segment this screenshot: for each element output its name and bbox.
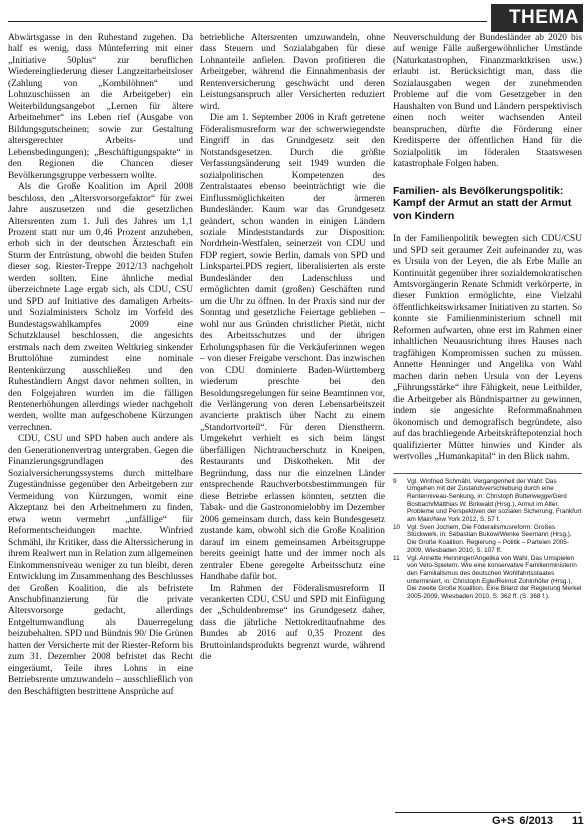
footnote-text: Vgl. Annette Henninger/Angelika von Wahl, Das Umspielen von Veto-Spielern. Wie eine konservative Familienministerin den Familialismus des deutschen Wohlfahrtsstaates unterminiert, in: Christoph Egle/Reimut Zohlnhöfer (Hrsg.), Die zweite Große Koalition. Eine Bilanz der Regierung Merkel 2005-2009, Wiesbaden 2010, S. 362 ff. (S. 368 f.). bbox=[407, 554, 582, 601]
footnote bbox=[393, 555, 582, 601]
footnote-text: Vgl. Winfried Schmähl, Vergangenheit der Wahl: Das Umgehen mit der Zustandsverschiebung durch eine Rentenniveau-Senkung, in: Christoph Butterwegge/Gerd Bosbach/Matthias W. Birkwald (Hrsg.), Armut im Alter. Probleme und Perspektiven der sozialen Sicherung, Frankfurt am Main/New York 2012, S. 57 f. bbox=[407, 477, 582, 524]
footnote bbox=[393, 478, 582, 524]
footnote-number: 11 bbox=[393, 554, 400, 562]
paragraph: Abwärtsgasse in den Ruhestand zugehen. Da half es wenig, dass Münteferring mit einer „Initiative 50plus“ zur beruflichen Wiedereingliederung dieser Langzeitarbeitsloser (Zahlung von „Kombilöhnen“ und Lohnzuschüssen an die Arbeitgeber) ein Weiterbildungsangebot „Lernen für ältere Arbeitnehmer“ ins Leben rief (Ausgabe von Bildungsgutscheinen; sowie zur Gestaltung altersgerechter Arbeits- und Lebensbedingungen); „Beschäftigungspakte“ in den Regionen die Chancen dieser Bevölkerungsgruppe verbessern wollte. bbox=[8, 33, 193, 181]
column-3 bbox=[393, 33, 582, 601]
paragraph: CDU, CSU und SPD haben auch andere als den Generationenvertrag untergraben. Gegen die Finanzierungsgrundlagen des Sozialversicherungssystems durch mittelbare Zugeständnisse gegenüber den Arbeitgebern zur Vermeidung von Kürzungen, womit eine Akzeptanz bei den Arbeitnehmern zu finden, etwa wenn vermehrt „unfällige“ für Reformentscheidungen machte. Winfried Schmähl, ihr Kritiker, dass die Alterssicherung in ihrem Realwert nun in Relation zum allgemeinen Einkommensniveau weniger zu tun bleibt, deren Entwicklung im Zusammenhang des Beschlusses der Großen Koalition, die als befristete Anschubfinanzierung für die private Altersvorsorge gedacht, allerdings Entgeltumwandlung als Dauerregelung beizubehalten. SPD und Bündnis 90/ Die Grünen hatten der Versicherte mit der Riester-Reform bis zum 31. Dezember 2008 befristet das Recht eingeräumt, Teile ihres Lohns in eine Betriebsrente umzuwandeln – ausschließlich von den Beschäftigten bestrittene Ansprüche auf bbox=[8, 434, 194, 697]
paragraph: Die am 1. September 2006 in Kraft getretene Föderalismusreform war der schwerwiegendste Eingriff in das Grundgesetz seit den Notstandsgesetzen. Durch die größte Verfassungsänderung seit 1949 wurden die sozialpolitischen Kompetenzen des Zentralstaates ebenso beeinträchtigt wie die Einflussmöglichkeiten der ärmeren Bundesländer. Kaum war das Grundgesetz geändert, schon wanden in einigen Ländern soziale Mindeststandards zur Disposition: Nordrhein-Westfalen, seinerzeit von CDU und FDP regiert, sowie Berlin, damals von SPD und Linkspartei.PDS regiert, liberalisierten als erste Bundesländer den Ladenschluss und ermöglichten damit (großen) Geschäften rund um die Uhr zu öffnen. In der Praxis sind nur der Sonntag und gesetzliche Feiertage geblieben – wohl nur aus Gründen christlicher Pietät, nicht des Arbeitsschutzes und der übrigen Erholungsphasen für die Verkäuferinnen wegen – von dieser Freigabe verschont. Das inzwischen von CDU dominierte Baden-Württemberg wiederum preschte bei den Besoldungsregelungen für seine Beamtinnen vor, die Verlängerung von deren Lebensarbeitszeit avancierte praktisch über Nacht zu einem „Standortvorteil“. Für deren Dienstherrn. Umgekehrt verhielt es sich beim längst überfälligen Nichtraucherschutz in Kneipen, Restaurants und Diskotheken. Mit der Begründung, dass nur die einzelnen Länder entsprechende Rauchverbotsbestimmungen für diese Betriebe erlassen könnten, setzten die Tabak- und die Gastronomielobby im Dezember 2006 gemeinsam durch, dass kein Bundesgesetz zustande kam, obwohl sich die Große Koalition darauf im einem gemeinsamen Arbeitsgruppe bereits geeinigt hatte und der immer noch als zentraler Ebene geregelte Arbeitsschutz eine Handhabe dafür bot. bbox=[200, 113, 385, 583]
paragraph: Im Rahmen der Föderalismusreform II verankerten CDU, CSU und SPD mit Einfügung der „Schuldenbremse“ ins Grundgesetz daher, dass die jährliche Nettokreditaufnahme des Bundes ab 2016 auf 0,35 Prozent des Bruttoinlandsprodukts begrenzt wurde, während die bbox=[200, 583, 385, 663]
column-2 bbox=[200, 33, 385, 664]
journal-issue bbox=[490, 815, 553, 827]
paragraph: Als die Große Koalition im April 2008 beschloss, den „Altersvorsorgefaktor“ für zwei Jahre auszusetzen und die gesetzlichen Altersrenten zum 1. Juli des Jahres um 1,1 Prozent statt nur um 0,46 Prozent anzuheben, erhob sich in der deutschen Ärzteschaft ein Sturm der Entrüstung, obwohl die beiden Stufen dieser sog. Riester-Treppe 2012/13 nachgeholt werden sollten. Eine ähnliche medial überzeichnete Lage ergab sich, als CDU, CSU und SPD auf Initiative des damaligen Arbeits- und Sozialministers Scholz im Vorfeld des Bundestagswahlkampfes 2009 eine Schutzklausel beschlossen, die angesichts erstmals nach dem zweiten Weltkrieg sinkender Bruttolöhne zumindest eine nominale Rentenkürzung ausschließen und den Ruheständlern Angst davor nehmen sollten, in den Folgejahren wurden im die fälligen Rentenerhöhungen allerdings wieder nachgeholt werden, wollte man aufgeschobene Kürzungen verrechnen. bbox=[8, 182, 193, 433]
section-title: THEMA bbox=[491, 4, 583, 32]
journal-name: G+S bbox=[492, 815, 515, 827]
footnote-text: Vgl. Sven Jochem, Die Föderalismusreform: Großes Stückwerk, in: Sebastian Bukow/Wenke Seemann (Hrsg.), Die Große Koalition. Regierung – Politik – Parteien 2005-2009, Wiesbaden 2010, S. 107 ff. bbox=[407, 523, 572, 554]
issue-number: 6/2013 bbox=[519, 815, 554, 827]
footnote bbox=[393, 524, 582, 555]
paragraph: betriebliche Altersrenten umzuwandeln, ohne dass Steuern und Sozialabgaben für diese Lohnanteile anfielen. Davon profitieren die Arbeitgeber, während die Einnahmenbasis der Rentenversicherung geschwächt und deren Leistungsanspruch aller Versicherten reduziert wird. bbox=[200, 33, 385, 112]
column-1 bbox=[8, 33, 193, 698]
page-number: 11 bbox=[572, 815, 584, 827]
footnote-rule bbox=[393, 473, 582, 474]
section-subheading: Familien- als Bevölkerungspolitik: Kampf der Armut an statt der Armut von Kindern bbox=[393, 184, 572, 222]
footnote-number: 9 bbox=[393, 477, 397, 485]
header-rule bbox=[8, 21, 487, 22]
paragraph: Neuverschuldung der Bundesländer ab 2020 bis auf wenige Fälle außergewöhnlicher Umstände (Naturkatastrophen, Finanzmarktkrisen usw.) erlaubt ist. Berücksichtigt man, dass die Sozialausgaben wegen der zunehmenden Probleme auf die vom Gesetzgeber in den Haushalten von Bund und Ländern perspektivisch einen noch weiter wachsenden Anteil beanspruchen, dürfte die Förderung einer Kreditsperre der öffentlichen Hand für die Sozialpolitik im föderalen Staatswesen katastrophale Folgen haben. bbox=[393, 33, 582, 170]
footnote-number: 10 bbox=[393, 523, 401, 531]
paragraph: In der Familienpolitik bewegten sich CDU/CSU und SPD seit geraumer Zeit aufeinander zu, was es Ursula von der Leyen, die als Erbe Malle an Kontinuität gegenüber ihrer sozialdemokratischen Amtsvorgängerin Renate Schmidt verkörperte, in dieser Funktion ermöglichte, eine Vielzahl öffentlichkeitswirksamer Initiativen zu starten. So konnte sie Familienministerium schnell mit Reformen aufwarten, ohne erst im Rahmen einer inhaltlichen Neuausrichtung ihres Hauses nach tragfähigen Kompromissen suchen zu müssen. Annette Henninger und Angelika von Wahl machen darin neben Ursula von der Leyens „Führungsstärke“ ihre Fähigkeit, neue Leitbilder, die Arbeitgeber als Bündnispartner zu gewinnen, indem sie angesichte Reformmaßnahmen ökonomisch und demografisch begründete, also auf das brachliegende Arbeitskräftepotenzial hoch qualifizierter Mütter hinwies und Kinder als wertvolles „Humankapital“ in den Blick nahm. bbox=[393, 234, 582, 463]
footer-rule bbox=[395, 812, 581, 813]
